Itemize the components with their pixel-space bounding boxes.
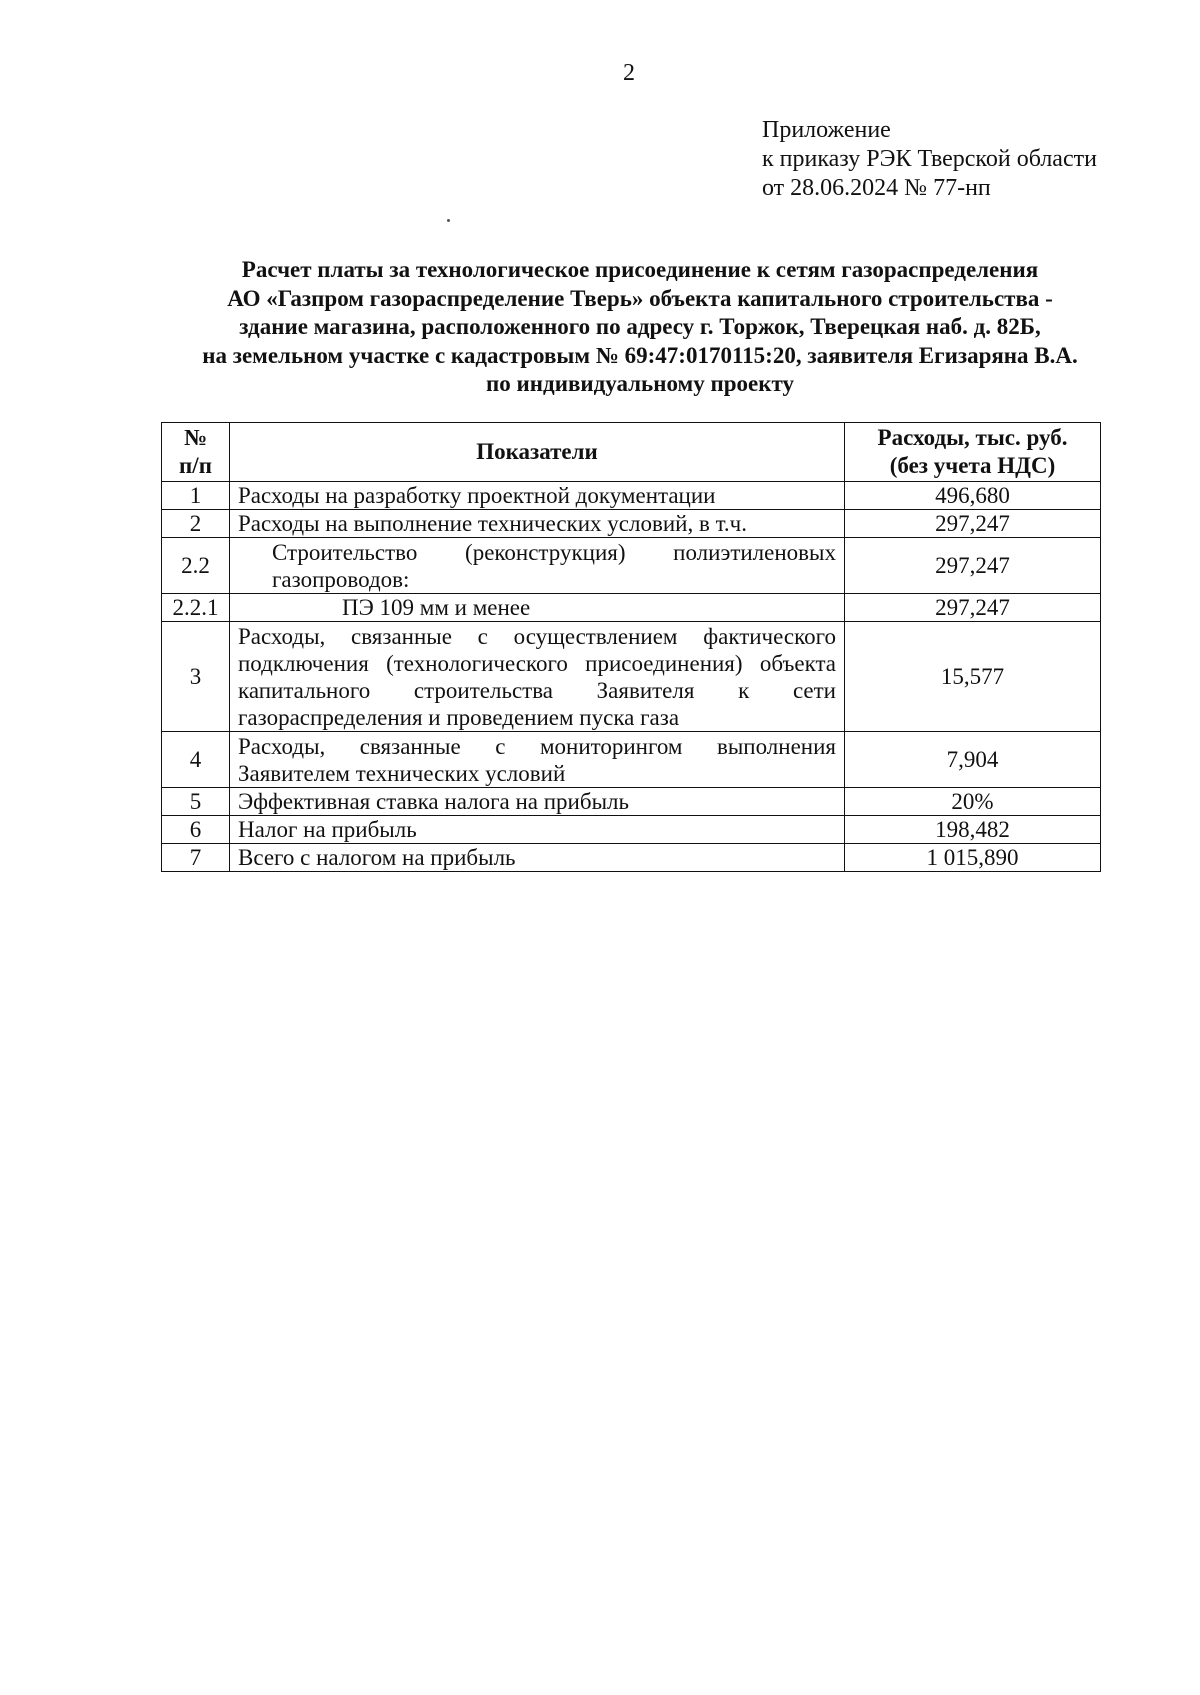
row-num: 7 bbox=[162, 844, 230, 872]
table-row bbox=[162, 538, 1101, 594]
row-label: Строительство (реконструкция) полиэтиленовых газопроводов: bbox=[230, 538, 845, 594]
row-num: 2 bbox=[162, 510, 230, 538]
table-row bbox=[162, 510, 1101, 538]
table-row bbox=[162, 844, 1101, 872]
row-num: 4 bbox=[162, 732, 230, 788]
header-num bbox=[162, 423, 230, 482]
appendix-line: к приказу РЭК Тверской области bbox=[762, 146, 1097, 172]
title-line: на земельном участке с кадастровым № 69:47:0170115:20, заявителя Егизаряна В.А. bbox=[202, 342, 1078, 368]
row-label: Расходы на разработку проектной документации bbox=[230, 482, 845, 510]
row-value: 496,680 bbox=[845, 482, 1101, 510]
row-label: Расходы на выполнение технических условий, в т.ч. bbox=[230, 510, 845, 538]
cost-table bbox=[161, 422, 1101, 872]
table-row bbox=[162, 732, 1101, 788]
title-line: Расчет платы за технологическое присоединение к сетям газораспределения bbox=[241, 257, 1039, 282]
row-num: 2.2.1 bbox=[162, 594, 230, 622]
header-num-line2: п/п bbox=[179, 453, 212, 478]
header-indicator: Показатели bbox=[230, 423, 845, 482]
row-value: 297,247 bbox=[845, 538, 1101, 594]
table-header-row bbox=[162, 423, 1101, 482]
row-num: 3 bbox=[162, 622, 230, 732]
row-value: 198,482 bbox=[845, 816, 1101, 844]
row-num: 5 bbox=[162, 788, 230, 816]
row-value: 297,247 bbox=[845, 594, 1101, 622]
table-row bbox=[162, 594, 1101, 622]
title-line: АО «Газпром газораспределение Тверь» объекта капитального строительства - bbox=[227, 285, 1053, 311]
header-cost-line1: Расходы, тыс. руб. bbox=[877, 425, 1068, 450]
appendix-line: Приложение bbox=[762, 117, 891, 143]
header-cost-line2: (без учета НДС) bbox=[889, 453, 1056, 478]
row-label: Эффективная ставка налога на прибыль bbox=[230, 788, 845, 816]
row-num: 6 bbox=[162, 816, 230, 844]
table-row bbox=[162, 622, 1101, 732]
header-num-line1: № bbox=[183, 425, 208, 450]
appendix-note bbox=[762, 116, 1097, 203]
page-number: 2 bbox=[623, 60, 635, 86]
title-line: по индивидуальному проекту bbox=[486, 371, 794, 396]
row-value: 20% bbox=[845, 788, 1101, 816]
header-cost bbox=[845, 423, 1101, 482]
table-row bbox=[162, 788, 1101, 816]
row-label: Всего с налогом на прибыль bbox=[230, 844, 845, 872]
table-row bbox=[162, 482, 1101, 510]
row-value: 297,247 bbox=[845, 510, 1101, 538]
appendix-line: от 28.06.2024 № 77-нп bbox=[762, 175, 991, 201]
scan-speck bbox=[447, 219, 450, 222]
title-line: здание магазина, расположенного по адресу г. Торжок, Тверецкая наб. д. 82Б, bbox=[239, 314, 1041, 339]
row-value: 7,904 bbox=[845, 732, 1101, 788]
row-label: Расходы, связанные с мониторингом выполнения Заявителем технических условий bbox=[230, 732, 845, 788]
table-row bbox=[162, 816, 1101, 844]
row-label: Расходы, связанные с осуществлением фактического подключения (технологического присоединения) объекта капитального строительства Заявителя к сети газораспределения и проведением пуска газа bbox=[230, 622, 845, 732]
row-num: 2.2 bbox=[162, 538, 230, 594]
row-value: 1 015,890 bbox=[845, 844, 1101, 872]
row-label: Налог на прибыль bbox=[230, 816, 845, 844]
row-label: ПЭ 109 мм и менее bbox=[230, 594, 845, 622]
document-title bbox=[110, 256, 1170, 399]
row-num: 1 bbox=[162, 482, 230, 510]
row-value: 15,577 bbox=[845, 622, 1101, 732]
